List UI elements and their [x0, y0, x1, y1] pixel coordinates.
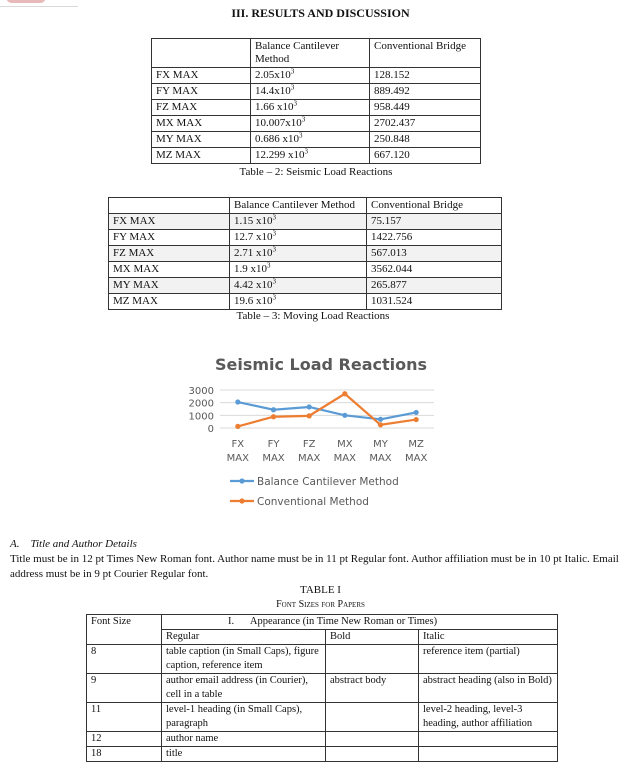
balance-value: 4.42 $x10^3$ — [230, 278, 367, 294]
table-header-cell: Balance Cantilever Method — [251, 39, 370, 68]
data-point — [307, 404, 312, 409]
balance-value: $2.05x10^3$ — [251, 68, 370, 84]
legend-label: Conventional Method — [257, 496, 369, 508]
table-row — [87, 674, 558, 703]
chart-svg — [178, 348, 468, 520]
row-label: FX MAX — [109, 214, 230, 230]
table-2-caption: Table – 2: Seismic Load Reactions — [239, 166, 393, 178]
table-header-cell: Conventional Bridge — [367, 198, 502, 214]
chart-legend — [230, 476, 399, 508]
x-tick-label: MAX — [369, 453, 392, 464]
data-point — [342, 413, 347, 418]
row-label: FY MAX — [152, 84, 251, 100]
table-row — [152, 116, 481, 132]
table-row — [87, 747, 558, 762]
regular-cell: title — [162, 747, 326, 762]
x-axis-ticks — [227, 439, 428, 464]
balance-value: $10.007x10^3$ — [251, 116, 370, 132]
italic-header: Italic — [419, 630, 558, 645]
bold-header: Bold — [326, 630, 419, 645]
table-row — [152, 148, 481, 164]
bold-cell — [326, 645, 419, 674]
y-tick-label: 1000 — [188, 411, 214, 423]
balance-value: 1.9 $x10^3$ — [230, 262, 367, 278]
x-tick-label: MZ — [408, 439, 424, 450]
conventional-value: 265.877 — [367, 278, 502, 294]
data-point — [378, 422, 383, 427]
table-header-cell — [152, 39, 251, 68]
conventional-value: 889.492 — [370, 84, 481, 100]
balance-value: 1.66 $x10^3$ — [251, 100, 370, 116]
conventional-value: 2702.437 — [370, 116, 481, 132]
italic-cell: level-2 heading, level-3 heading, author affiliation — [419, 703, 558, 732]
table-row — [152, 132, 481, 148]
conventional-value: 128.152 — [370, 68, 481, 84]
x-tick-label: MY — [373, 439, 388, 450]
balance-value: 0.686 $x10^3$ — [251, 132, 370, 148]
table-row — [109, 262, 502, 278]
regular-header: Regular — [162, 630, 326, 645]
italic-cell — [419, 732, 558, 747]
table-header-cell: Balance Cantilever Method — [230, 198, 367, 214]
row-label: MX MAX — [109, 262, 230, 278]
legend-label: Balance Cantilever Method — [257, 476, 399, 488]
data-point — [307, 413, 312, 418]
seismic-load-table — [151, 38, 481, 164]
row-label: MZ MAX — [109, 294, 230, 310]
subsection-letter: A. — [10, 538, 20, 550]
data-point — [235, 424, 240, 429]
balance-value: 12.299 $x10^3$ — [251, 148, 370, 164]
legend-marker — [239, 478, 244, 483]
row-label: MY MAX — [109, 278, 230, 294]
regular-cell: author email address (in Courier), cell in a table — [162, 674, 326, 703]
table-row — [152, 68, 481, 84]
conventional-value: 958.449 — [370, 100, 481, 116]
row-label: FZ MAX — [109, 246, 230, 262]
row-label: MX MAX — [152, 116, 251, 132]
row-label: FX MAX — [152, 68, 251, 84]
table-row — [109, 246, 502, 262]
balance-value: $14.4x10^3$ — [251, 84, 370, 100]
font-size-cell: 12 — [87, 732, 162, 747]
data-point — [271, 407, 276, 412]
font-size-cell: 8 — [87, 645, 162, 674]
table-header-cell: Conventional Bridge — [370, 39, 481, 68]
data-point — [414, 410, 419, 415]
bold-cell: abstract body — [326, 674, 419, 703]
regular-cell: author name — [162, 732, 326, 747]
chart-title: Seismic Load Reactions — [214, 355, 428, 374]
conventional-value: 667.120 — [370, 148, 481, 164]
regular-cell: table caption (in Small Caps), figure caption, reference item — [162, 645, 326, 674]
x-tick-label: MAX — [298, 453, 321, 464]
x-tick-label: FY — [267, 439, 280, 450]
italic-cell: abstract heading (also in Bold) — [419, 674, 558, 703]
row-label: FZ MAX — [152, 100, 251, 116]
italic-cell: reference item (partial) — [419, 645, 558, 674]
balance-value: 2.71 $x10^3$ — [230, 246, 367, 262]
table-1-label: TABLE I — [300, 584, 341, 596]
seismic-load-chart — [178, 348, 468, 520]
x-tick-label: MAX — [405, 453, 428, 464]
y-axis-ticks — [189, 386, 214, 435]
table-3-caption: Table – 3: Moving Load Reactions — [236, 310, 390, 322]
y-tick-label: 0 — [207, 424, 214, 435]
table-header-row — [152, 39, 481, 68]
table-row — [109, 278, 502, 294]
appearance-label: Appearance (in Time New Roman or Times) — [249, 616, 438, 627]
conventional-value: 75.157 — [367, 214, 502, 230]
row-label: FY MAX — [109, 230, 230, 246]
section-heading: III. RESULTS AND DISCUSSION — [231, 6, 410, 20]
row-label: MZ MAX — [152, 148, 251, 164]
table-header-row — [87, 615, 558, 630]
table-row — [87, 703, 558, 732]
table-row — [109, 214, 502, 230]
italic-cell — [419, 747, 558, 762]
table-row — [87, 645, 558, 674]
row-label: MY MAX — [152, 132, 251, 148]
legend-marker — [239, 498, 244, 503]
appearance-header — [162, 615, 558, 630]
table-row — [109, 294, 502, 310]
bold-cell — [326, 747, 419, 762]
data-point — [271, 414, 276, 419]
bold-cell — [326, 732, 419, 747]
x-tick-label: MAX — [333, 453, 356, 464]
font-size-cell: 18 — [87, 747, 162, 762]
conventional-value: 1422.756 — [367, 230, 502, 246]
y-tick-label: 3000 — [188, 386, 214, 397]
table-row — [109, 230, 502, 246]
data-point — [342, 391, 347, 396]
font-size-header: Font Size — [87, 615, 162, 645]
conventional-value: 1031.524 — [367, 294, 502, 310]
balance-value: 19.6 $x10^3$ — [230, 294, 367, 310]
font-size-cell: 11 — [87, 703, 162, 732]
balance-value: 12.7 $x10^3$ — [230, 230, 367, 246]
table-header-cell — [109, 198, 230, 214]
font-size-cell: 9 — [87, 674, 162, 703]
x-tick-label: MAX — [226, 453, 249, 464]
moving-load-table — [108, 197, 502, 310]
subsection-title: Title and Author Details — [30, 538, 137, 550]
table-1-title: Font Sizes for Papers — [276, 599, 365, 610]
table-row — [87, 732, 558, 747]
x-tick-label: FZ — [302, 439, 316, 450]
bold-cell — [326, 703, 419, 732]
data-point — [378, 417, 383, 422]
body-paragraph: Title must be in 12 pt Times New Roman font. Author name must be in 11 pt Regular font. Author affiliation must be in 10 pt Italic. Email address must be in 9 pt Courier Regular font. — [10, 553, 619, 580]
subsection-heading — [10, 538, 137, 550]
table-header-row — [109, 198, 502, 214]
balance-value: 1.15 $x10^3$ — [230, 214, 367, 230]
conventional-value: 567.013 — [367, 246, 502, 262]
table-row — [152, 100, 481, 116]
data-point — [414, 417, 419, 422]
x-tick-label: FX — [231, 439, 245, 450]
conventional-value: 3562.044 — [367, 262, 502, 278]
table-row — [152, 84, 481, 100]
data-point — [235, 399, 240, 404]
regular-cell: level-1 heading (in Small Caps), paragraph — [162, 703, 326, 732]
font-sizes-table — [86, 614, 558, 762]
y-tick-label: 2000 — [188, 398, 214, 410]
appearance-number: I. — [228, 616, 235, 627]
chart-series — [235, 391, 419, 429]
x-tick-label: MAX — [262, 453, 285, 464]
conventional-value: 250.848 — [370, 132, 481, 148]
x-tick-label: MX — [337, 439, 353, 450]
